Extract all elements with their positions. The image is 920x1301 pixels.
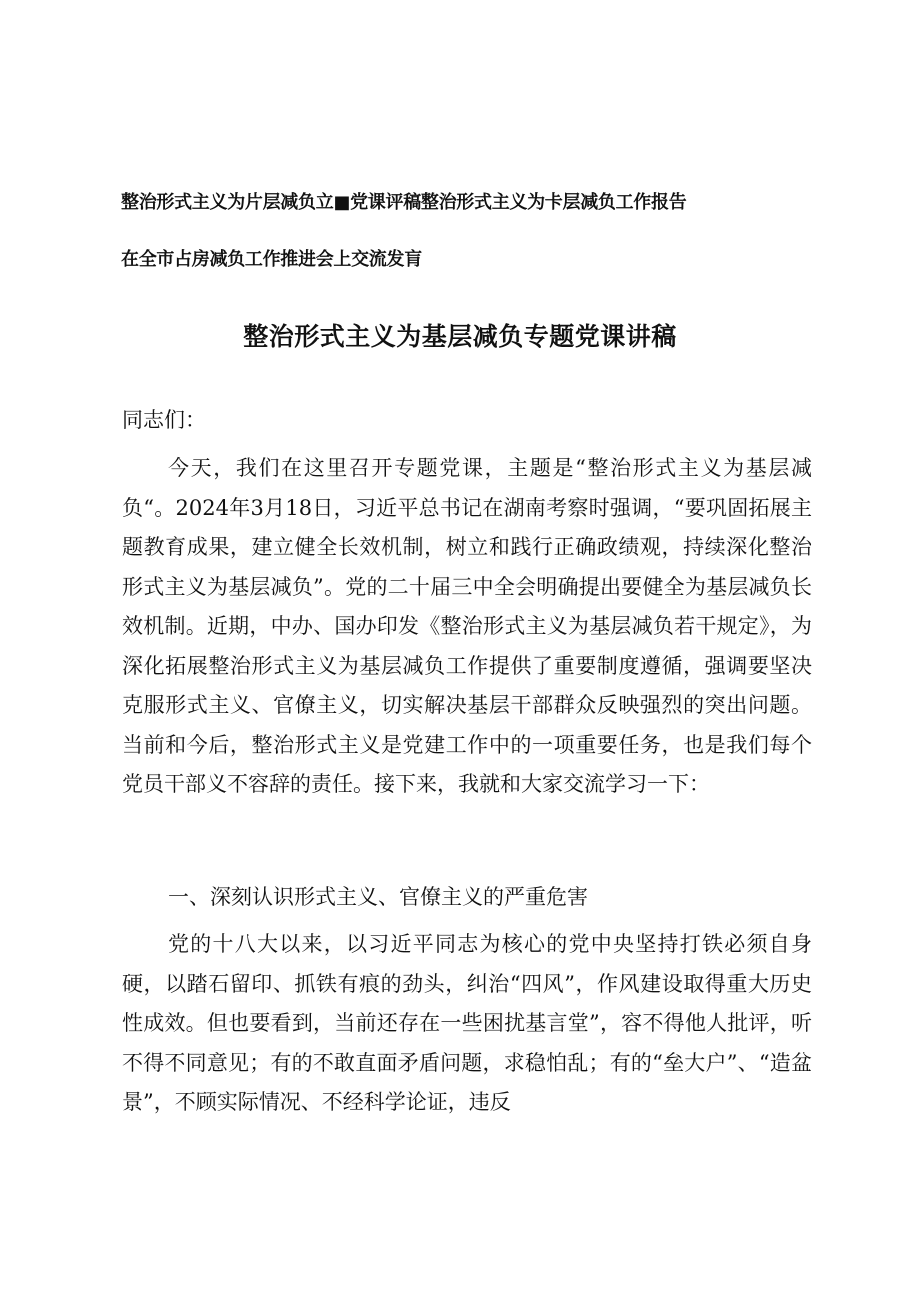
header-line-1: 整治形式主义为片层减负立■党课评稿整治形式主义为卡层减负工作报告 [121,192,687,213]
body-paragraph-2: 党的十八大以来，以习近平同志为核心的党中央坚持打铁必须自身硬，以踏石留印、抓铁有痕的劲头，纠治“四风”，作风建设取得重大历史性成效。但也要看到，当前还存在一些困扰基言堂”，容不得他人批评，听不得不同意见；有的不敢直面矛盾问题，求稳怕乱；有的“垒大户”、“造盆景”，不顾实际情况、不经科学论证，违反 [122,932,812,1114]
section-heading-1: 一、深刻认识形式主义、官僚主义的严重危害 [168,885,588,909]
salutation: 同志们： [122,408,206,432]
header-line-2: 在全市占房减负工作推进会上交流发肓 [121,249,422,270]
document-title: 整治形式主义为基层减负专题党课讲稿 [243,322,677,351]
body-paragraph-1: 今天，我们在这里召开专题党课，主题是“整治形式主义为基层减负“。2024年3月18日，习近平总书记在湖南考察时强调，“要巩固拓展主题教育成果，建立健全长效机制，树立和践行正确政绩观，持续深化整治形式主义为基层减负”。党的二十届三中全会明确提出要健全为基层减负长效机制。近期，中办、国办印发《整治形式主义为基层减负若干规定》，为深化拓展整治形式主义为基层减负工作提供了重要制度遵循，强调要坚决克服形式主义、官僚主义，切实解决基层干部群众反映强烈的突出问题。当前和今后，整治形式主义是党建工作中的一项重要任务，也是我们每个党员干部义不容辞的责任。接下来，我就和大家交流学习一下： [122,456,812,796]
